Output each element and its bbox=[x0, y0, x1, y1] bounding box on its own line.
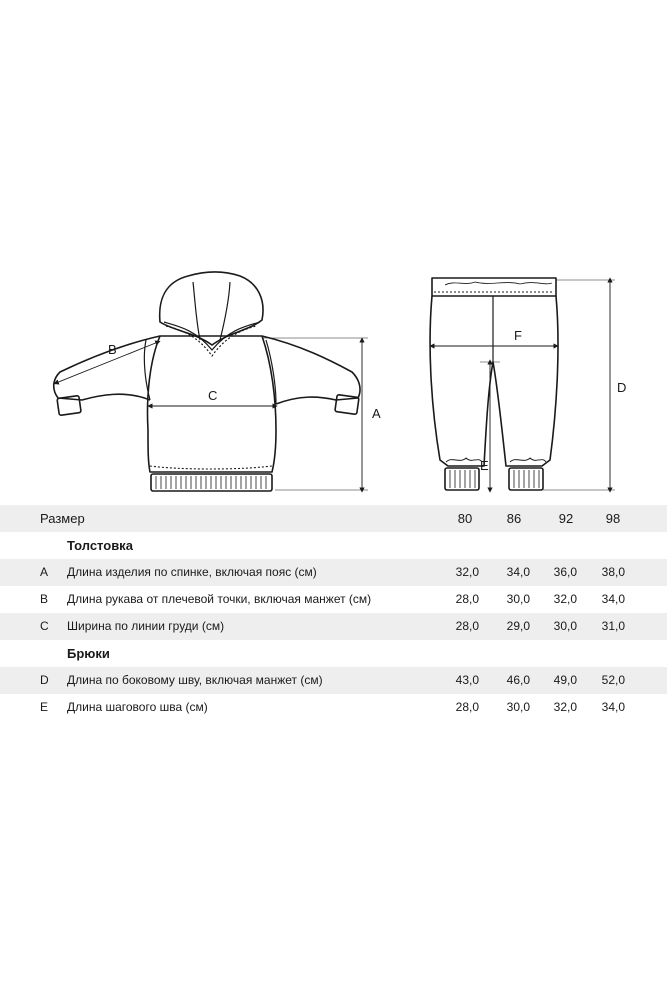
row-value: 52,0 bbox=[601, 673, 625, 687]
row-value: 31,0 bbox=[601, 619, 625, 633]
size-80: 80 bbox=[457, 511, 473, 526]
pants-drawing bbox=[430, 278, 558, 490]
row-letter: A bbox=[40, 565, 49, 579]
label-e: E bbox=[480, 458, 489, 473]
section-title-pants: Брюки bbox=[67, 646, 110, 661]
row-value: 28,0 bbox=[455, 700, 479, 714]
row-value: 43,0 bbox=[455, 673, 479, 687]
label-b: B bbox=[108, 342, 117, 357]
size-header-label: Размер bbox=[40, 511, 85, 526]
hoodie-drawing bbox=[54, 272, 360, 491]
table-row bbox=[0, 667, 667, 694]
table-row bbox=[0, 613, 667, 640]
label-d: D bbox=[617, 380, 627, 395]
row-description: Длина по боковому шву, включая манжет (см) bbox=[67, 673, 323, 687]
row-letter: B bbox=[40, 592, 49, 606]
row-value: 49,0 bbox=[553, 673, 577, 687]
row-value: 30,0 bbox=[553, 619, 577, 633]
size-header-row bbox=[0, 505, 667, 532]
size-98: 98 bbox=[605, 511, 621, 526]
row-value: 30,0 bbox=[506, 592, 530, 606]
table-row bbox=[0, 586, 667, 613]
label-c: C bbox=[208, 388, 218, 403]
label-a: A bbox=[372, 406, 381, 421]
row-value: 28,0 bbox=[455, 592, 479, 606]
size-86: 86 bbox=[506, 511, 522, 526]
row-value: 46,0 bbox=[506, 673, 530, 687]
table-row bbox=[0, 694, 667, 721]
row-description: Длина рукава от плечевой точки, включая манжет (см) bbox=[67, 592, 372, 606]
section-title-row bbox=[0, 532, 667, 559]
row-value: 32,0 bbox=[455, 565, 479, 579]
row-value: 30,0 bbox=[506, 700, 530, 714]
row-letter: D bbox=[40, 673, 49, 687]
section-title-hoodie: Толстовка bbox=[67, 538, 133, 553]
row-value: 32,0 bbox=[553, 592, 577, 606]
row-letter: E bbox=[40, 700, 49, 714]
hoodie-measure-lines bbox=[56, 338, 368, 490]
row-value: 34,0 bbox=[601, 700, 625, 714]
row-value: 32,0 bbox=[553, 700, 577, 714]
row-description: Ширина по линии груди (см) bbox=[67, 619, 225, 633]
row-value: 28,0 bbox=[455, 619, 479, 633]
table-row bbox=[0, 559, 667, 586]
row-value: 34,0 bbox=[601, 592, 625, 606]
size-92: 92 bbox=[558, 511, 574, 526]
row-description: Длина изделия по спинке, включая пояс (см) bbox=[67, 565, 317, 579]
row-value: 36,0 bbox=[553, 565, 577, 579]
section-title-row bbox=[0, 640, 667, 667]
row-value: 38,0 bbox=[601, 565, 625, 579]
row-value: 34,0 bbox=[506, 565, 530, 579]
pants-measure-lines bbox=[432, 280, 615, 490]
size-table bbox=[0, 505, 667, 721]
label-f: F bbox=[514, 328, 522, 343]
row-description: Длина шагового шва (см) bbox=[67, 700, 208, 714]
row-letter: C bbox=[40, 619, 49, 633]
row-value: 29,0 bbox=[506, 619, 530, 633]
